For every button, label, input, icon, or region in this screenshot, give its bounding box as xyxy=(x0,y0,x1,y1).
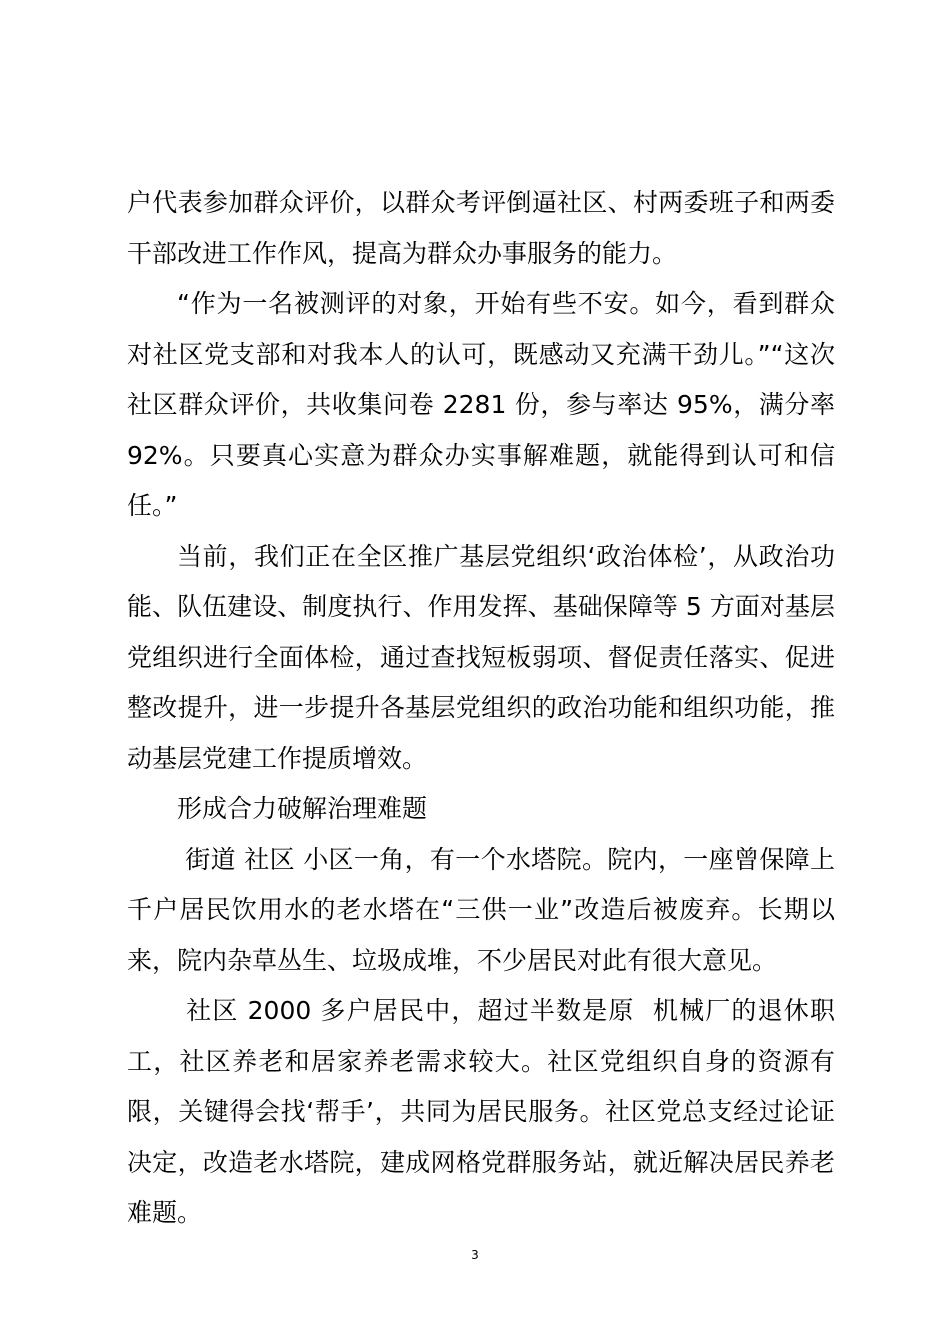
section-heading: 形成合力破解治理难题 xyxy=(177,794,428,823)
paragraph-continuation: 户代表参加群众评价，以群众考评倒逼社区、村两委班子和两委干部改进工作作风，提高为群众办事服务的能力。 xyxy=(127,188,835,268)
document-body xyxy=(127,178,843,1239)
page-number: 3 xyxy=(471,1248,479,1262)
paragraph-quote: “作为一名被测评的对象，开始有些不安。如今，看到群众对社区党支部和对我本人的认可，既感动又充满干劲儿。”“这次社区群众评价，共收集问卷 2281 份，参与率达 95%，满分率 92%。只要真心实意为群众办实事解难题，就能得到认可和信任。” xyxy=(127,289,843,520)
paragraph-elderly-care: 社区 2000 多户居民中，超过半数是原 机械厂的退休职工，社区养老和居家养老需求较大。社区党组织自身的资源有限，关键得会找‘帮手’，共同为居民服务。社区党总支经过论证决定，改造老水塔院，建成网格党群服务站，就近解决居民养老难题。 xyxy=(127,996,835,1227)
paragraph-water-tower: 街道 社区 小区一角，有一个水塔院。院内，一座曾保障上千户居民饮用水的老水塔在“三供一业”改造后被废弃。长期以来，院内杂草丛生、垃圾成堆，不少居民对此有很大意见。 xyxy=(127,844,835,975)
paragraph-political-checkup: 当前，我们正在全区推广基层党组织‘政治体检’，从政治功能、队伍建设、制度执行、作用发挥、基础保障等 5 方面对基层党组织进行全面体检，通过查找短板弱项、督促责任落实、促进整改提升，进一步提升各基层党组织的政治功能和组织功能，推动基层党建工作提质增效。 xyxy=(127,541,835,773)
